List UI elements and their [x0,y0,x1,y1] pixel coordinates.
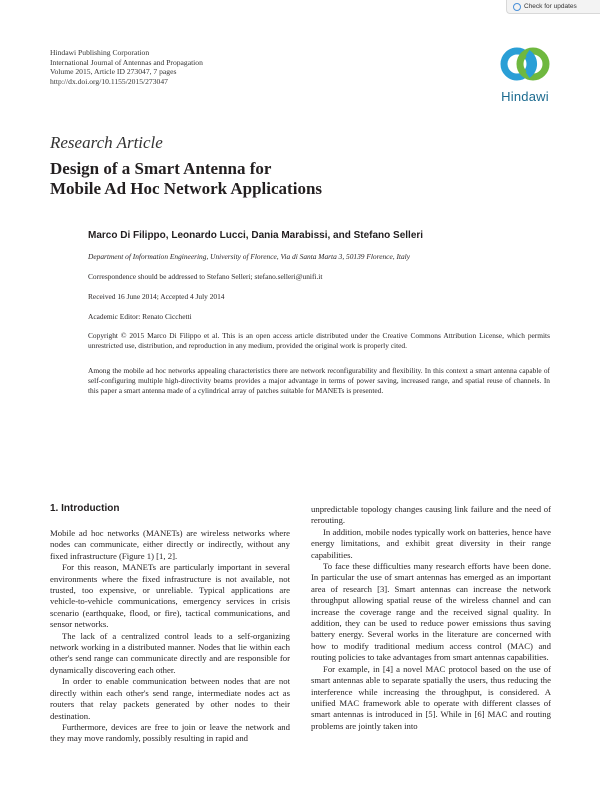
paragraph: For this reason, MANETs are particularly important in several environments where the fixed infrastructure is not available, not trusted, too expensive, or unreliable. Typical applications are vehicle-to-vehicle communications, emergency services in crisis scenario (earthquake, flood, or fire), tactical communications, and sensor networks. [50,562,290,630]
dates: Received 16 June 2014; Accepted 4 July 2014 [88,292,225,301]
hindawi-logo [494,40,556,104]
doi-link[interactable]: http://dx.doi.org/10.1155/2015/273047 [50,76,168,86]
affiliation: Department of Information Engineering, University of Florence, Via di Santa Marta 3, 50139 Florence, Italy [88,252,410,261]
title-line-1: Design of a Smart Antenna for [50,159,272,178]
refresh-icon [513,3,521,11]
paragraph: In addition, mobile nodes typically work on batteries, hence have energy limitations, and exhibit great diversity in their range capabilities. [311,526,551,560]
body-column-right [311,504,551,732]
hindawi-logo-icon [494,40,556,86]
article-type: Research Article [50,133,163,152]
article-title [50,159,322,199]
paragraph: unpredictable topology changes causing link failure and the need of rerouting. [311,504,551,526]
copyright-notice: Copyright © 2015 Marco Di Filippo et al. This is an open access article distributed under the Creative Commons Attribution License, which permits unrestricted use, distribution, and reproduction in any medium, provided the original work is properly cited. [88,331,550,350]
volume-info: Volume 2015, Article ID 273047, 7 pages [50,67,177,77]
section-title: 1. Introduction [50,503,120,514]
authors: Marco Di Filippo, Leonardo Lucci, Dania Marabissi, and Stefano Selleri [88,230,424,241]
logo-text: Hindawi [501,89,549,104]
academic-editor: Academic Editor: Renato Cicchetti [88,312,192,321]
publisher: Hindawi Publishing Corporation [50,48,150,57]
abstract: Among the mobile ad hoc networks appealing characteristics there are network reconfigurability and flexibility. In this context a smart antenna capable of self-configuring multiple high-directivity beams provides a major advantage in terms of power saving, increased range, and spatial reuse of channels. In this paper a smart antenna made of a cylindrical array of patches suitable for MANETs is presented. [88,366,550,395]
journal-header [50,48,203,86]
paragraph: For example, in [4] a novel MAC protocol based on the use of smart antennas able to separate spatially the users, thus reducing the interference while increasing the throughput, is considered. A unified MAC framework able to operate with different classes of smart antennas is introduced in [5]. While in [6] MAC and routing problems are jointly taken into [311,663,551,731]
check-for-updates-button[interactable] [506,0,600,14]
paragraph: To face these difficulties many research efforts have been done. In particular the use of smart antennas has emerged as an important area of research [3]. Smart antennas can increase the network throughput allowing spatial reuse of the wireless channel and can increase the coverage range and the received signal quality. In addition, they can be used to reduce power emissions thus saving battery energy. Several works in the literature are concerned with how to modify traditional medium access control (MAC) and routing policies to take advantages from smart antennas capabilities. [311,561,551,663]
paragraph: The lack of a centralized control leads to a self-organizing network working in a distributed manner. Nodes that lie within each other's send range can communicate directly and are responsible for dynamically discovering each other. [50,630,290,675]
paragraph: Furthermore, devices are free to join or leave the network and they may move randomly, possibly resulting in rapid and [50,721,290,744]
title-line-2: Mobile Ad Hoc Network Applications [50,179,323,198]
paragraph: Mobile ad hoc networks (MANETs) are wireless networks where nodes can communicate, either directly or indirectly, without any fixed infrastructure (Figure 1) [1, 2]. [50,528,290,561]
check-for-updates-label: Check for updates [524,3,577,10]
paragraph: In order to enable communication between nodes that are not directly within each other's send range, intermediate nodes act as routers that relay packets generated by other nodes to their destination. [50,676,290,721]
correspondence: Correspondence should be addressed to Stefano Selleri; stefano.selleri@unifi.it [88,272,323,281]
body-column-left [50,528,290,745]
journal-name: International Journal of Antennas and Propagation [50,57,203,67]
